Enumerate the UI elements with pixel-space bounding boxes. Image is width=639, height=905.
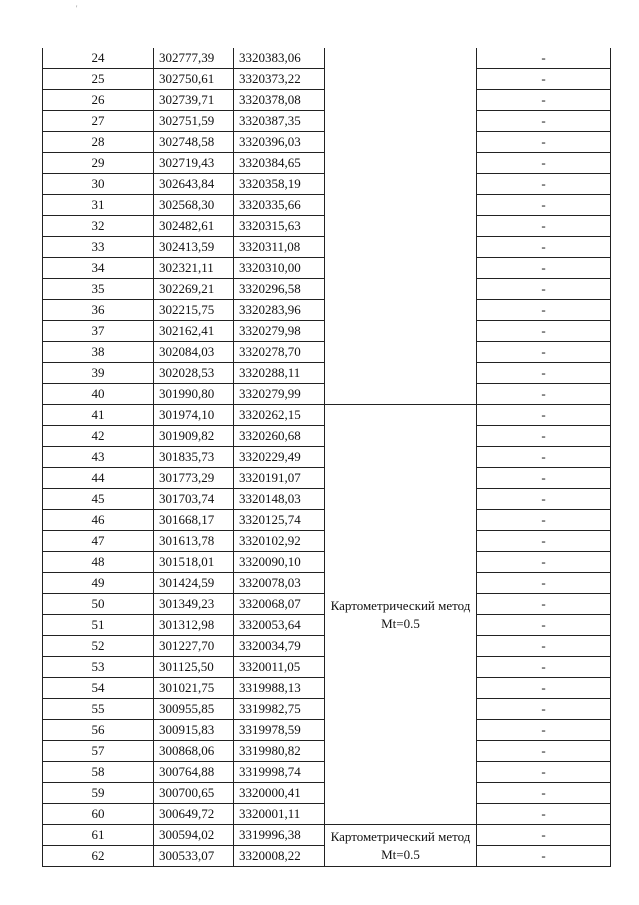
method-cell: Картометрический метод Mt=0.5 (325, 405, 477, 825)
point-number-cell: 41 (43, 405, 154, 426)
method-cell (325, 48, 477, 405)
accuracy-cell: - (477, 762, 611, 783)
x-coordinate-cell: 301125,50 (154, 657, 234, 678)
point-number-cell: 58 (43, 762, 154, 783)
y-coordinate-cell: 3320102,92 (234, 531, 325, 552)
point-number-cell: 32 (43, 216, 154, 237)
method-cell: Картометрический метод Mt=0.5 (325, 825, 477, 867)
point-number-cell: 46 (43, 510, 154, 531)
x-coordinate-cell: 301909,82 (154, 426, 234, 447)
point-number-cell: 26 (43, 90, 154, 111)
point-number-cell: 53 (43, 657, 154, 678)
accuracy-cell: - (477, 447, 611, 468)
accuracy-cell: - (477, 468, 611, 489)
point-number-cell: 34 (43, 258, 154, 279)
accuracy-cell: - (477, 342, 611, 363)
y-coordinate-cell: 3320011,05 (234, 657, 325, 678)
y-coordinate-cell: 3320383,06 (234, 48, 325, 69)
x-coordinate-cell: 302162,41 (154, 321, 234, 342)
accuracy-cell: - (477, 699, 611, 720)
point-number-cell: 24 (43, 48, 154, 69)
x-coordinate-cell: 301990,80 (154, 384, 234, 405)
x-coordinate-cell: 301613,78 (154, 531, 234, 552)
y-coordinate-cell: 3320384,65 (234, 153, 325, 174)
y-coordinate-cell: 3320279,99 (234, 384, 325, 405)
accuracy-cell: - (477, 195, 611, 216)
x-coordinate-cell: 300649,72 (154, 804, 234, 825)
y-coordinate-cell: 3319998,74 (234, 762, 325, 783)
y-coordinate-cell: 3320053,64 (234, 615, 325, 636)
x-coordinate-cell: 302719,43 (154, 153, 234, 174)
x-coordinate-cell: 302777,39 (154, 48, 234, 69)
x-coordinate-cell: 302321,11 (154, 258, 234, 279)
y-coordinate-cell: 3320260,68 (234, 426, 325, 447)
accuracy-cell: - (477, 510, 611, 531)
point-number-cell: 47 (43, 531, 154, 552)
point-number-cell: 28 (43, 132, 154, 153)
x-coordinate-cell: 302413,59 (154, 237, 234, 258)
y-coordinate-cell: 3320283,96 (234, 300, 325, 321)
accuracy-cell: - (477, 636, 611, 657)
y-coordinate-cell: 3320000,41 (234, 783, 325, 804)
y-coordinate-cell: 3319988,13 (234, 678, 325, 699)
y-coordinate-cell: 3320296,58 (234, 279, 325, 300)
y-coordinate-cell: 3320378,08 (234, 90, 325, 111)
accuracy-cell: - (477, 300, 611, 321)
table-row (43, 48, 611, 69)
x-coordinate-cell: 302739,71 (154, 90, 234, 111)
y-coordinate-cell: 3320373,22 (234, 69, 325, 90)
point-number-cell: 25 (43, 69, 154, 90)
table-row (43, 405, 611, 426)
accuracy-cell: - (477, 531, 611, 552)
point-number-cell: 61 (43, 825, 154, 846)
coordinates-table-body (43, 48, 611, 867)
y-coordinate-cell: 3320262,15 (234, 405, 325, 426)
point-number-cell: 52 (43, 636, 154, 657)
point-number-cell: 30 (43, 174, 154, 195)
x-coordinate-cell: 301349,23 (154, 594, 234, 615)
point-number-cell: 35 (43, 279, 154, 300)
accuracy-cell: - (477, 237, 611, 258)
x-coordinate-cell: 301227,70 (154, 636, 234, 657)
y-coordinate-cell: 3320311,08 (234, 237, 325, 258)
accuracy-cell: - (477, 279, 611, 300)
accuracy-cell: - (477, 657, 611, 678)
x-coordinate-cell: 301773,29 (154, 468, 234, 489)
table-row (43, 825, 611, 846)
accuracy-cell: - (477, 90, 611, 111)
y-coordinate-cell: 3320008,22 (234, 846, 325, 867)
accuracy-cell: - (477, 216, 611, 237)
y-coordinate-cell: 3319982,75 (234, 699, 325, 720)
x-coordinate-cell: 302750,61 (154, 69, 234, 90)
coordinates-table (42, 48, 611, 867)
accuracy-cell: - (477, 678, 611, 699)
x-coordinate-cell: 302643,84 (154, 174, 234, 195)
point-number-cell: 55 (43, 699, 154, 720)
x-coordinate-cell: 300594,02 (154, 825, 234, 846)
y-coordinate-cell: 3320310,00 (234, 258, 325, 279)
x-coordinate-cell: 301424,59 (154, 573, 234, 594)
x-coordinate-cell: 301668,17 (154, 510, 234, 531)
point-number-cell: 31 (43, 195, 154, 216)
x-coordinate-cell: 302482,61 (154, 216, 234, 237)
accuracy-cell: - (477, 573, 611, 594)
x-coordinate-cell: 302028,53 (154, 363, 234, 384)
y-coordinate-cell: 3320001,11 (234, 804, 325, 825)
accuracy-cell: - (477, 405, 611, 426)
accuracy-cell: - (477, 741, 611, 762)
y-coordinate-cell: 3320279,98 (234, 321, 325, 342)
point-number-cell: 45 (43, 489, 154, 510)
point-number-cell: 44 (43, 468, 154, 489)
accuracy-cell: - (477, 363, 611, 384)
accuracy-cell: - (477, 594, 611, 615)
y-coordinate-cell: 3320148,03 (234, 489, 325, 510)
point-number-cell: 62 (43, 846, 154, 867)
point-number-cell: 37 (43, 321, 154, 342)
point-number-cell: 48 (43, 552, 154, 573)
y-coordinate-cell: 3320387,35 (234, 111, 325, 132)
accuracy-cell: - (477, 111, 611, 132)
x-coordinate-cell: 300533,07 (154, 846, 234, 867)
x-coordinate-cell: 301518,01 (154, 552, 234, 573)
x-coordinate-cell: 300915,83 (154, 720, 234, 741)
accuracy-cell: - (477, 258, 611, 279)
accuracy-cell: - (477, 552, 611, 573)
point-number-cell: 33 (43, 237, 154, 258)
point-number-cell: 42 (43, 426, 154, 447)
point-number-cell: 51 (43, 615, 154, 636)
accuracy-cell: - (477, 804, 611, 825)
x-coordinate-cell: 300764,88 (154, 762, 234, 783)
x-coordinate-cell: 302269,21 (154, 279, 234, 300)
x-coordinate-cell: 300700,65 (154, 783, 234, 804)
point-number-cell: 38 (43, 342, 154, 363)
x-coordinate-cell: 301021,75 (154, 678, 234, 699)
x-coordinate-cell: 302215,75 (154, 300, 234, 321)
accuracy-cell: - (477, 132, 611, 153)
x-coordinate-cell: 302748,58 (154, 132, 234, 153)
y-coordinate-cell: 3320078,03 (234, 573, 325, 594)
point-number-cell: 27 (43, 111, 154, 132)
accuracy-cell: - (477, 153, 611, 174)
accuracy-cell: - (477, 615, 611, 636)
point-number-cell: 49 (43, 573, 154, 594)
x-coordinate-cell: 300955,85 (154, 699, 234, 720)
y-coordinate-cell: 3319978,59 (234, 720, 325, 741)
point-number-cell: 50 (43, 594, 154, 615)
y-coordinate-cell: 3320358,19 (234, 174, 325, 195)
x-coordinate-cell: 301974,10 (154, 405, 234, 426)
accuracy-cell: - (477, 174, 611, 195)
accuracy-cell: - (477, 720, 611, 741)
point-number-cell: 60 (43, 804, 154, 825)
accuracy-cell: - (477, 489, 611, 510)
point-number-cell: 59 (43, 783, 154, 804)
x-coordinate-cell: 301703,74 (154, 489, 234, 510)
y-coordinate-cell: 3319996,38 (234, 825, 325, 846)
y-coordinate-cell: 3320068,07 (234, 594, 325, 615)
point-number-cell: 56 (43, 720, 154, 741)
point-number-cell: 29 (43, 153, 154, 174)
accuracy-cell: - (477, 48, 611, 69)
y-coordinate-cell: 3320335,66 (234, 195, 325, 216)
x-coordinate-cell: 302568,30 (154, 195, 234, 216)
x-coordinate-cell: 302751,59 (154, 111, 234, 132)
accuracy-cell: - (477, 825, 611, 846)
y-coordinate-cell: 3320229,49 (234, 447, 325, 468)
y-coordinate-cell: 3320090,10 (234, 552, 325, 573)
x-coordinate-cell: 300868,06 (154, 741, 234, 762)
point-number-cell: 54 (43, 678, 154, 699)
accuracy-cell: - (477, 321, 611, 342)
point-number-cell: 57 (43, 741, 154, 762)
accuracy-cell: - (477, 783, 611, 804)
y-coordinate-cell: 3320278,70 (234, 342, 325, 363)
y-coordinate-cell: 3320288,11 (234, 363, 325, 384)
accuracy-cell: - (477, 69, 611, 90)
accuracy-cell: - (477, 426, 611, 447)
point-number-cell: 39 (43, 363, 154, 384)
scan-mark: ' (76, 4, 78, 13)
point-number-cell: 36 (43, 300, 154, 321)
accuracy-cell: - (477, 846, 611, 867)
y-coordinate-cell: 3320125,74 (234, 510, 325, 531)
x-coordinate-cell: 301835,73 (154, 447, 234, 468)
x-coordinate-cell: 302084,03 (154, 342, 234, 363)
x-coordinate-cell: 301312,98 (154, 615, 234, 636)
point-number-cell: 40 (43, 384, 154, 405)
y-coordinate-cell: 3320034,79 (234, 636, 325, 657)
point-number-cell: 43 (43, 447, 154, 468)
y-coordinate-cell: 3320396,03 (234, 132, 325, 153)
y-coordinate-cell: 3320191,07 (234, 468, 325, 489)
y-coordinate-cell: 3319980,82 (234, 741, 325, 762)
accuracy-cell: - (477, 384, 611, 405)
y-coordinate-cell: 3320315,63 (234, 216, 325, 237)
